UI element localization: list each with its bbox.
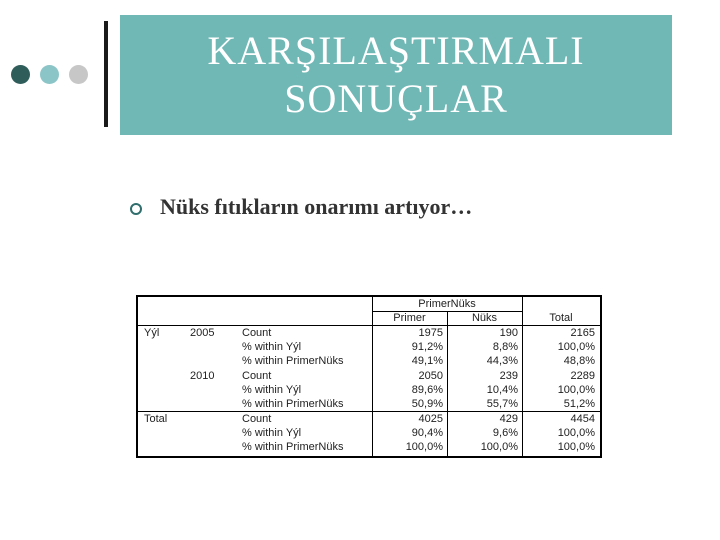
stat-label: % within Yýl — [242, 427, 302, 439]
table-cell: 2050 — [418, 370, 443, 382]
table-cell: 4454 — [570, 413, 595, 425]
stat-label: % within PrimerNüks — [242, 355, 344, 367]
title-divider — [104, 21, 108, 127]
table-cell: 89,6% — [411, 384, 443, 396]
table-cell: 2165 — [570, 327, 595, 339]
table-cell: 429 — [499, 413, 518, 425]
table-cell: 55,7% — [486, 398, 518, 410]
stat-label: % within Yýl — [242, 341, 302, 353]
table-cell: 100,0% — [480, 441, 518, 453]
decorative-dot-dark — [11, 65, 30, 84]
table-cell: 91,2% — [411, 341, 443, 353]
table-cell: 4025 — [418, 413, 443, 425]
table-cell: 100,0% — [557, 427, 595, 439]
slide-title — [120, 15, 672, 135]
bullet-text: Nüks fıtıkların onarımı artıyor… — [160, 194, 473, 219]
slide-title-line-2: SONUÇLAR — [284, 76, 508, 121]
decorative-dot-gray — [69, 65, 88, 84]
column-header-total: Total — [549, 312, 573, 324]
year-label: 2005 — [190, 327, 215, 339]
table-cell: 100,0% — [557, 341, 595, 353]
table-cell: 239 — [499, 370, 518, 382]
table-header-group: PrimerNüks — [418, 298, 476, 310]
crosstab-table — [136, 295, 602, 458]
table-cell: 8,8% — [492, 341, 518, 353]
column-header-primer: Primer — [393, 312, 426, 324]
table-cell: 49,1% — [411, 355, 443, 367]
table-cell: 10,4% — [486, 384, 518, 396]
decorative-dot-light — [40, 65, 59, 84]
stat-label: % within Yýl — [242, 384, 302, 396]
year-label: 2010 — [190, 370, 215, 382]
table-cell: 51,2% — [563, 398, 595, 410]
column-header-nuks: Nüks — [471, 312, 498, 324]
stat-label: % within PrimerNüks — [242, 441, 344, 453]
table-cell: 190 — [499, 327, 518, 339]
slide-title-line-1: KARŞILAŞTIRMALI — [207, 28, 585, 73]
table-cell: 48,8% — [563, 355, 595, 367]
table-cell: 44,3% — [486, 355, 518, 367]
table-cell: 50,9% — [411, 398, 443, 410]
table-cell: 1975 — [418, 327, 443, 339]
table-cell: 90,4% — [411, 427, 443, 439]
stat-label: Count — [242, 327, 272, 339]
table-cell: 9,6% — [492, 427, 518, 439]
stat-label: Count — [242, 370, 272, 382]
table-cell: 2289 — [570, 370, 595, 382]
stat-label: Count — [242, 413, 272, 425]
table-cell: 100,0% — [557, 441, 595, 453]
bullet-icon — [130, 203, 142, 215]
table-cell: 100,0% — [557, 384, 595, 396]
row-group-label: Yýl — [144, 327, 160, 339]
stat-label: % within PrimerNüks — [242, 398, 344, 410]
table-cell: 100,0% — [405, 441, 443, 453]
total-label: Total — [144, 413, 168, 425]
